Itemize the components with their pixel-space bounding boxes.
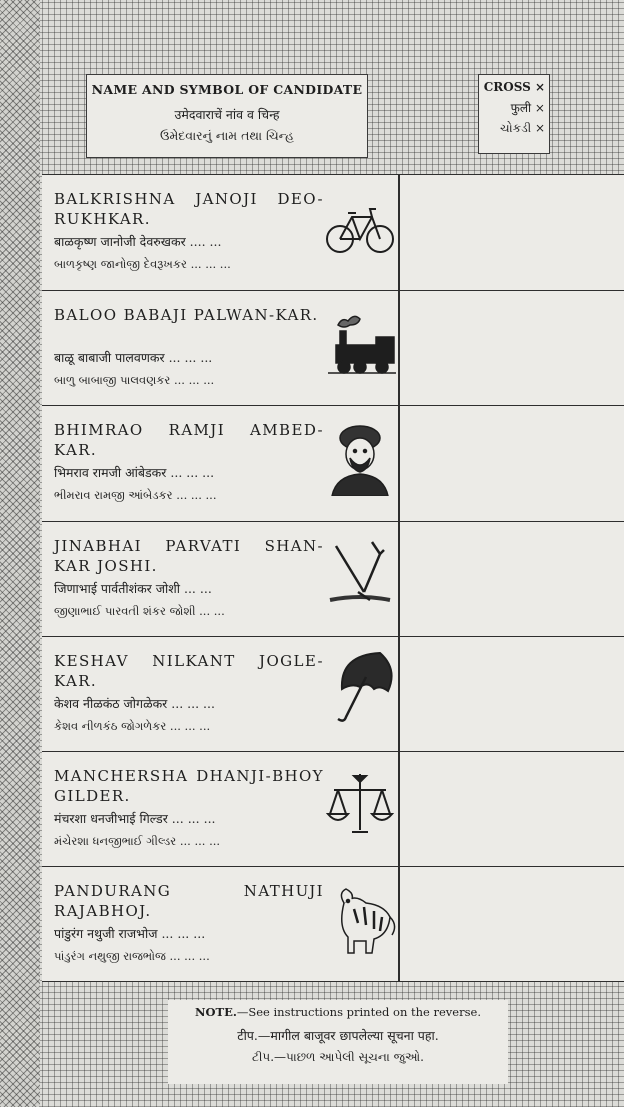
cross-label-english: CROSS ×	[483, 80, 545, 94]
candidate-name-english: BALOO BABAJI PALWAN-KAR.	[54, 306, 319, 324]
candidate-name-gujarati: પાંડુરંગ નથુજી રાજભોજ ... ... ...	[54, 949, 210, 963]
candidate-name-marathi: बाळू बाबाजी पालवणकर ... ... ...	[54, 350, 213, 365]
header-title-english: NAME AND SYMBOL OF CANDIDATE	[91, 82, 363, 97]
scales-icon	[324, 764, 396, 842]
cross-mark-box[interactable]	[400, 175, 624, 290]
candidate-name-english: BALKRISHNA JANOJI DEO-RUKHKAR.	[54, 190, 324, 228]
candidate-row	[42, 405, 624, 522]
candidate-row	[42, 751, 624, 867]
candidate-name-english: KESHAV NILKANT JOGLE-KAR.	[54, 652, 324, 690]
instructions-note	[168, 1000, 508, 1084]
header-name-symbol	[86, 74, 368, 158]
candidate-row	[42, 866, 624, 982]
candidate-name-marathi: केशव नीळकंठ जोगळेकर ... ... ...	[54, 696, 215, 711]
note-label: NOTE.	[195, 1005, 237, 1019]
plough-icon	[324, 534, 396, 612]
candidate-name-marathi: बाळकृष्ण जानोजी देवरुखकर .... ...	[54, 234, 222, 249]
candidate-name-english: BHIMRAO RAMJI AMBED-KAR.	[54, 421, 324, 459]
candidate-row	[42, 174, 624, 291]
cross-label-gujarati: ચોકડી ×	[500, 121, 545, 135]
candidate-name-marathi: पांडुरंग नथुजी राजभोज ... ... ...	[54, 926, 206, 941]
candidate-name-marathi: मंचरशा धनजीभाई गिल्डर ... ... ...	[54, 811, 216, 826]
turbaned-man-icon	[324, 418, 396, 496]
cross-mark-box[interactable]	[400, 522, 624, 636]
cross-mark-box[interactable]	[400, 291, 624, 405]
candidate-name-gujarati: બાળુ બાબાજી પાલવણકર ... ... ...	[54, 373, 215, 387]
header-cross	[478, 74, 550, 154]
candidate-name-gujarati: જીણાભાઈ પારવતી શંકર જોશી ... ...	[54, 604, 225, 618]
candidate-name-gujarati: ભીમરાવ રામજી આંબેડકર ... ... ...	[54, 488, 217, 502]
note-text: —See instructions printed on the reverse.	[236, 1005, 481, 1019]
cross-mark-box[interactable]	[400, 406, 624, 521]
note-marathi: टीप.—मागील बाजूवर छापलेल्या सूचना पहा.	[237, 1028, 439, 1043]
candidate-name-english: MANCHERSHA DHANJI-BHOY GILDER.	[54, 767, 324, 805]
candidate-name-english: JINABHAI PARVATI SHAN-KAR JOSHI.	[54, 537, 324, 575]
cross-label-marathi: फुली ×	[510, 101, 545, 115]
umbrella-icon	[324, 649, 396, 727]
note-gujarati: ટીપ.—પાછળ આપેલી સૂચના જુઓ.	[251, 1050, 424, 1064]
candidate-name-gujarati: બાળકૃષ્ણ જાનોજી દેવરૂખકર ... ... ...	[54, 257, 231, 271]
header-title-gujarati: ઉમેદવારનું નામ તથા ચિન્હ	[160, 128, 294, 143]
candidate-row	[42, 290, 624, 406]
tiger-icon	[324, 879, 396, 957]
candidate-row	[42, 521, 624, 637]
candidate-name-marathi: जिणाभाई पार्वतीशंकर जोशी ... ...	[54, 581, 212, 596]
left-decorative-border	[0, 0, 40, 1107]
header-title-marathi: उमेदवाराचें नांव व चिन्ह	[174, 107, 280, 122]
candidate-name-marathi: भिमराव रामजी आंबेडकर ... ... ...	[54, 465, 215, 480]
candidate-row	[42, 636, 624, 752]
cross-mark-box[interactable]	[400, 867, 624, 981]
candidate-name-gujarati: કેશવ નીળકંઠ જોગળેકર ... ... ...	[54, 719, 211, 733]
cross-mark-box[interactable]	[400, 752, 624, 866]
bicycle-icon	[324, 187, 396, 265]
locomotive-icon	[324, 303, 396, 381]
candidate-name-gujarati: મંચેરશા ધનજીભાઈ ગીલ્ડર ... ... ...	[54, 834, 221, 848]
note-english	[168, 1005, 508, 1019]
cross-mark-box[interactable]	[400, 637, 624, 751]
candidate-name-english: PANDURANG NATHUJI RAJABHOJ.	[54, 882, 324, 920]
